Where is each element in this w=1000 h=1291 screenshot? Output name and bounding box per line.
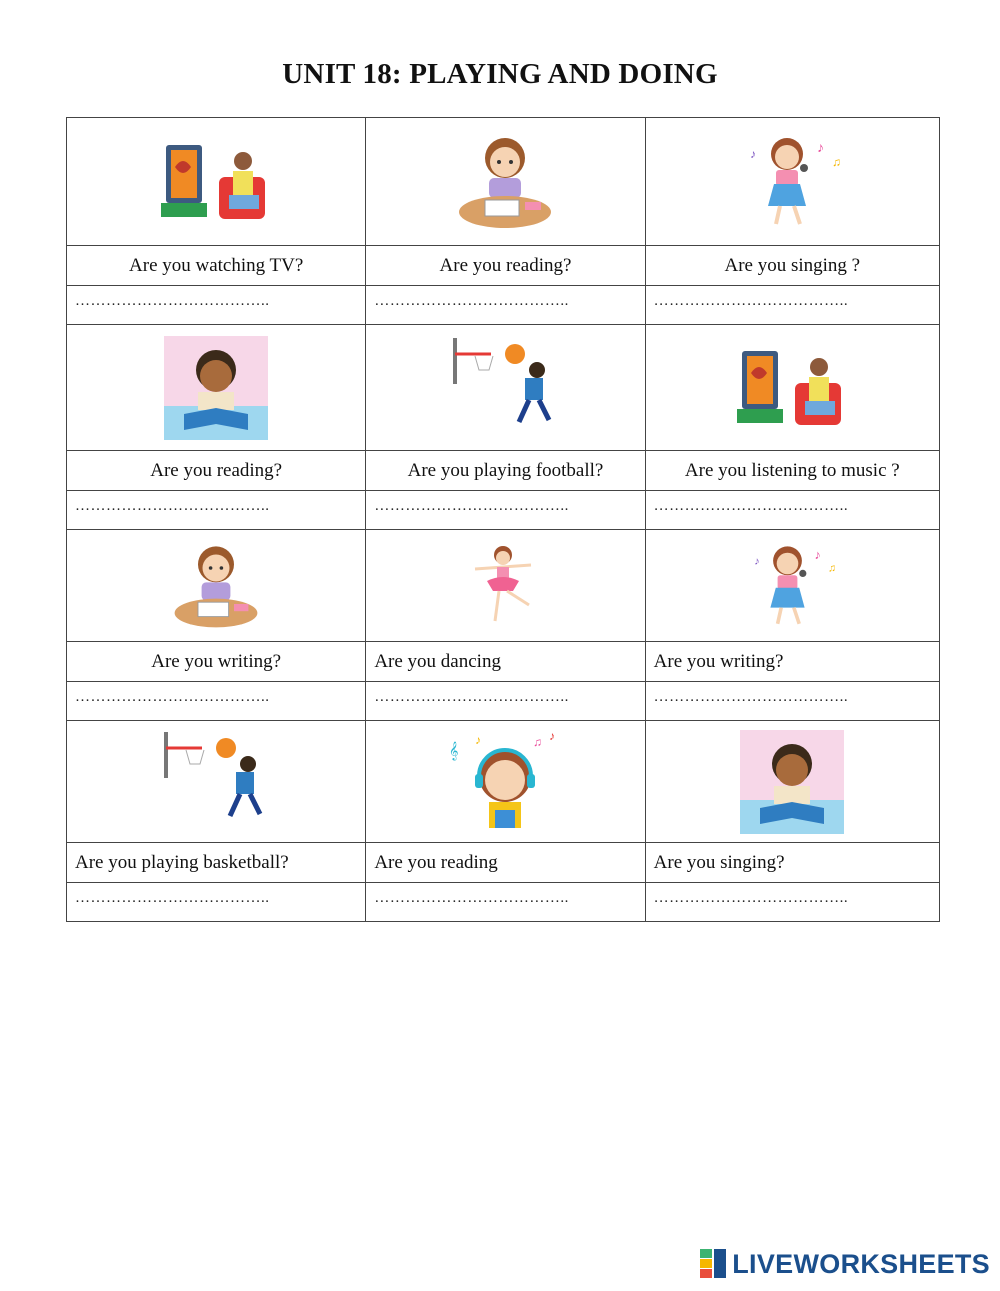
- question-text: Are you watching TV?: [67, 246, 366, 286]
- image-cell: [366, 325, 645, 451]
- question-row: [67, 451, 940, 491]
- answer-field[interactable]: ………………………………..: [374, 689, 569, 705]
- answer-field[interactable]: ………………………………..: [75, 689, 270, 705]
- answer-field[interactable]: ………………………………..: [653, 293, 849, 309]
- answer-field[interactable]: ………………………………..: [653, 890, 849, 906]
- question-text: Are you singing?: [645, 843, 939, 883]
- image-cell: [645, 325, 939, 451]
- girl-singing-image: [737, 541, 847, 631]
- svg-text:♫: ♫: [533, 734, 543, 749]
- image-row: [67, 118, 940, 246]
- question-text: Are you singing ?: [645, 246, 939, 286]
- image-cell: [366, 530, 645, 642]
- question-text: Are you listening to music ?: [645, 451, 939, 491]
- image-row: [67, 721, 940, 843]
- tv-watching-image: [161, 137, 271, 227]
- svg-text:♪: ♪: [814, 547, 822, 562]
- image-cell: [67, 325, 366, 451]
- girl-dancing-image: [465, 541, 545, 631]
- boy-reading-image: [740, 730, 844, 834]
- girl-writing-image: [166, 541, 266, 631]
- image-row: [67, 325, 940, 451]
- answer-row: [67, 682, 940, 721]
- tv-watching-image: [737, 343, 847, 433]
- answer-field[interactable]: ………………………………..: [374, 890, 569, 906]
- girl-listening-music-image: [445, 732, 565, 832]
- answer-row: [67, 286, 940, 325]
- image-cell: [366, 118, 645, 246]
- answer-field[interactable]: ………………………………..: [653, 689, 849, 705]
- question-row: [67, 246, 940, 286]
- question-row: [67, 843, 940, 883]
- question-text: Are you reading?: [366, 246, 645, 286]
- question-text: Are you writing?: [67, 642, 366, 682]
- question-text: Are you dancing: [366, 642, 645, 682]
- image-cell: [67, 530, 366, 642]
- liveworksheets-brand-text: LIVEWORKSHEETS: [732, 1248, 990, 1279]
- image-cell: [645, 721, 939, 843]
- image-cell: [366, 721, 645, 843]
- answer-field[interactable]: ………………………………..: [75, 498, 270, 514]
- question-row: [67, 642, 940, 682]
- question-text: Are you playing basketball?: [67, 843, 366, 883]
- question-text: Are you writing?: [645, 642, 939, 682]
- liveworksheets-logo-icon: [700, 1249, 728, 1279]
- svg-text:♪: ♪: [475, 732, 482, 747]
- image-cell: [67, 721, 366, 843]
- answer-field[interactable]: ………………………………..: [75, 890, 270, 906]
- boy-basketball-image: [445, 336, 565, 440]
- svg-text:♪: ♪: [750, 146, 757, 161]
- question-text: Are you playing football?: [366, 451, 645, 491]
- answer-row: [67, 491, 940, 530]
- image-cell: [645, 118, 939, 246]
- page-title: UNIT 18: PLAYING AND DOING: [282, 58, 718, 90]
- svg-text:♫: ♫: [828, 562, 837, 575]
- image-row: [67, 530, 940, 642]
- boy-reading-image: [164, 336, 268, 440]
- worksheet-table: [66, 117, 940, 922]
- svg-text:𝄞: 𝄞: [449, 742, 459, 760]
- svg-text:♪: ♪: [549, 731, 556, 743]
- answer-field[interactable]: ………………………………..: [374, 293, 569, 309]
- girl-singing-image: [732, 132, 852, 232]
- liveworksheets-logo[interactable]: [700, 1247, 990, 1281]
- image-cell: [645, 530, 939, 642]
- svg-text:♫: ♫: [832, 154, 842, 169]
- answer-row: [67, 883, 940, 922]
- question-text: Are you reading: [366, 843, 645, 883]
- question-text: Are you reading?: [67, 451, 366, 491]
- svg-text:♪: ♪: [817, 140, 825, 156]
- svg-text:♪: ♪: [754, 554, 760, 567]
- girl-writing-image: [455, 132, 555, 232]
- boy-basketball-image: [156, 730, 276, 834]
- image-cell: [67, 118, 366, 246]
- answer-field[interactable]: ………………………………..: [653, 498, 849, 514]
- answer-field[interactable]: ………………………………..: [75, 293, 270, 309]
- answer-field[interactable]: ………………………………..: [374, 498, 569, 514]
